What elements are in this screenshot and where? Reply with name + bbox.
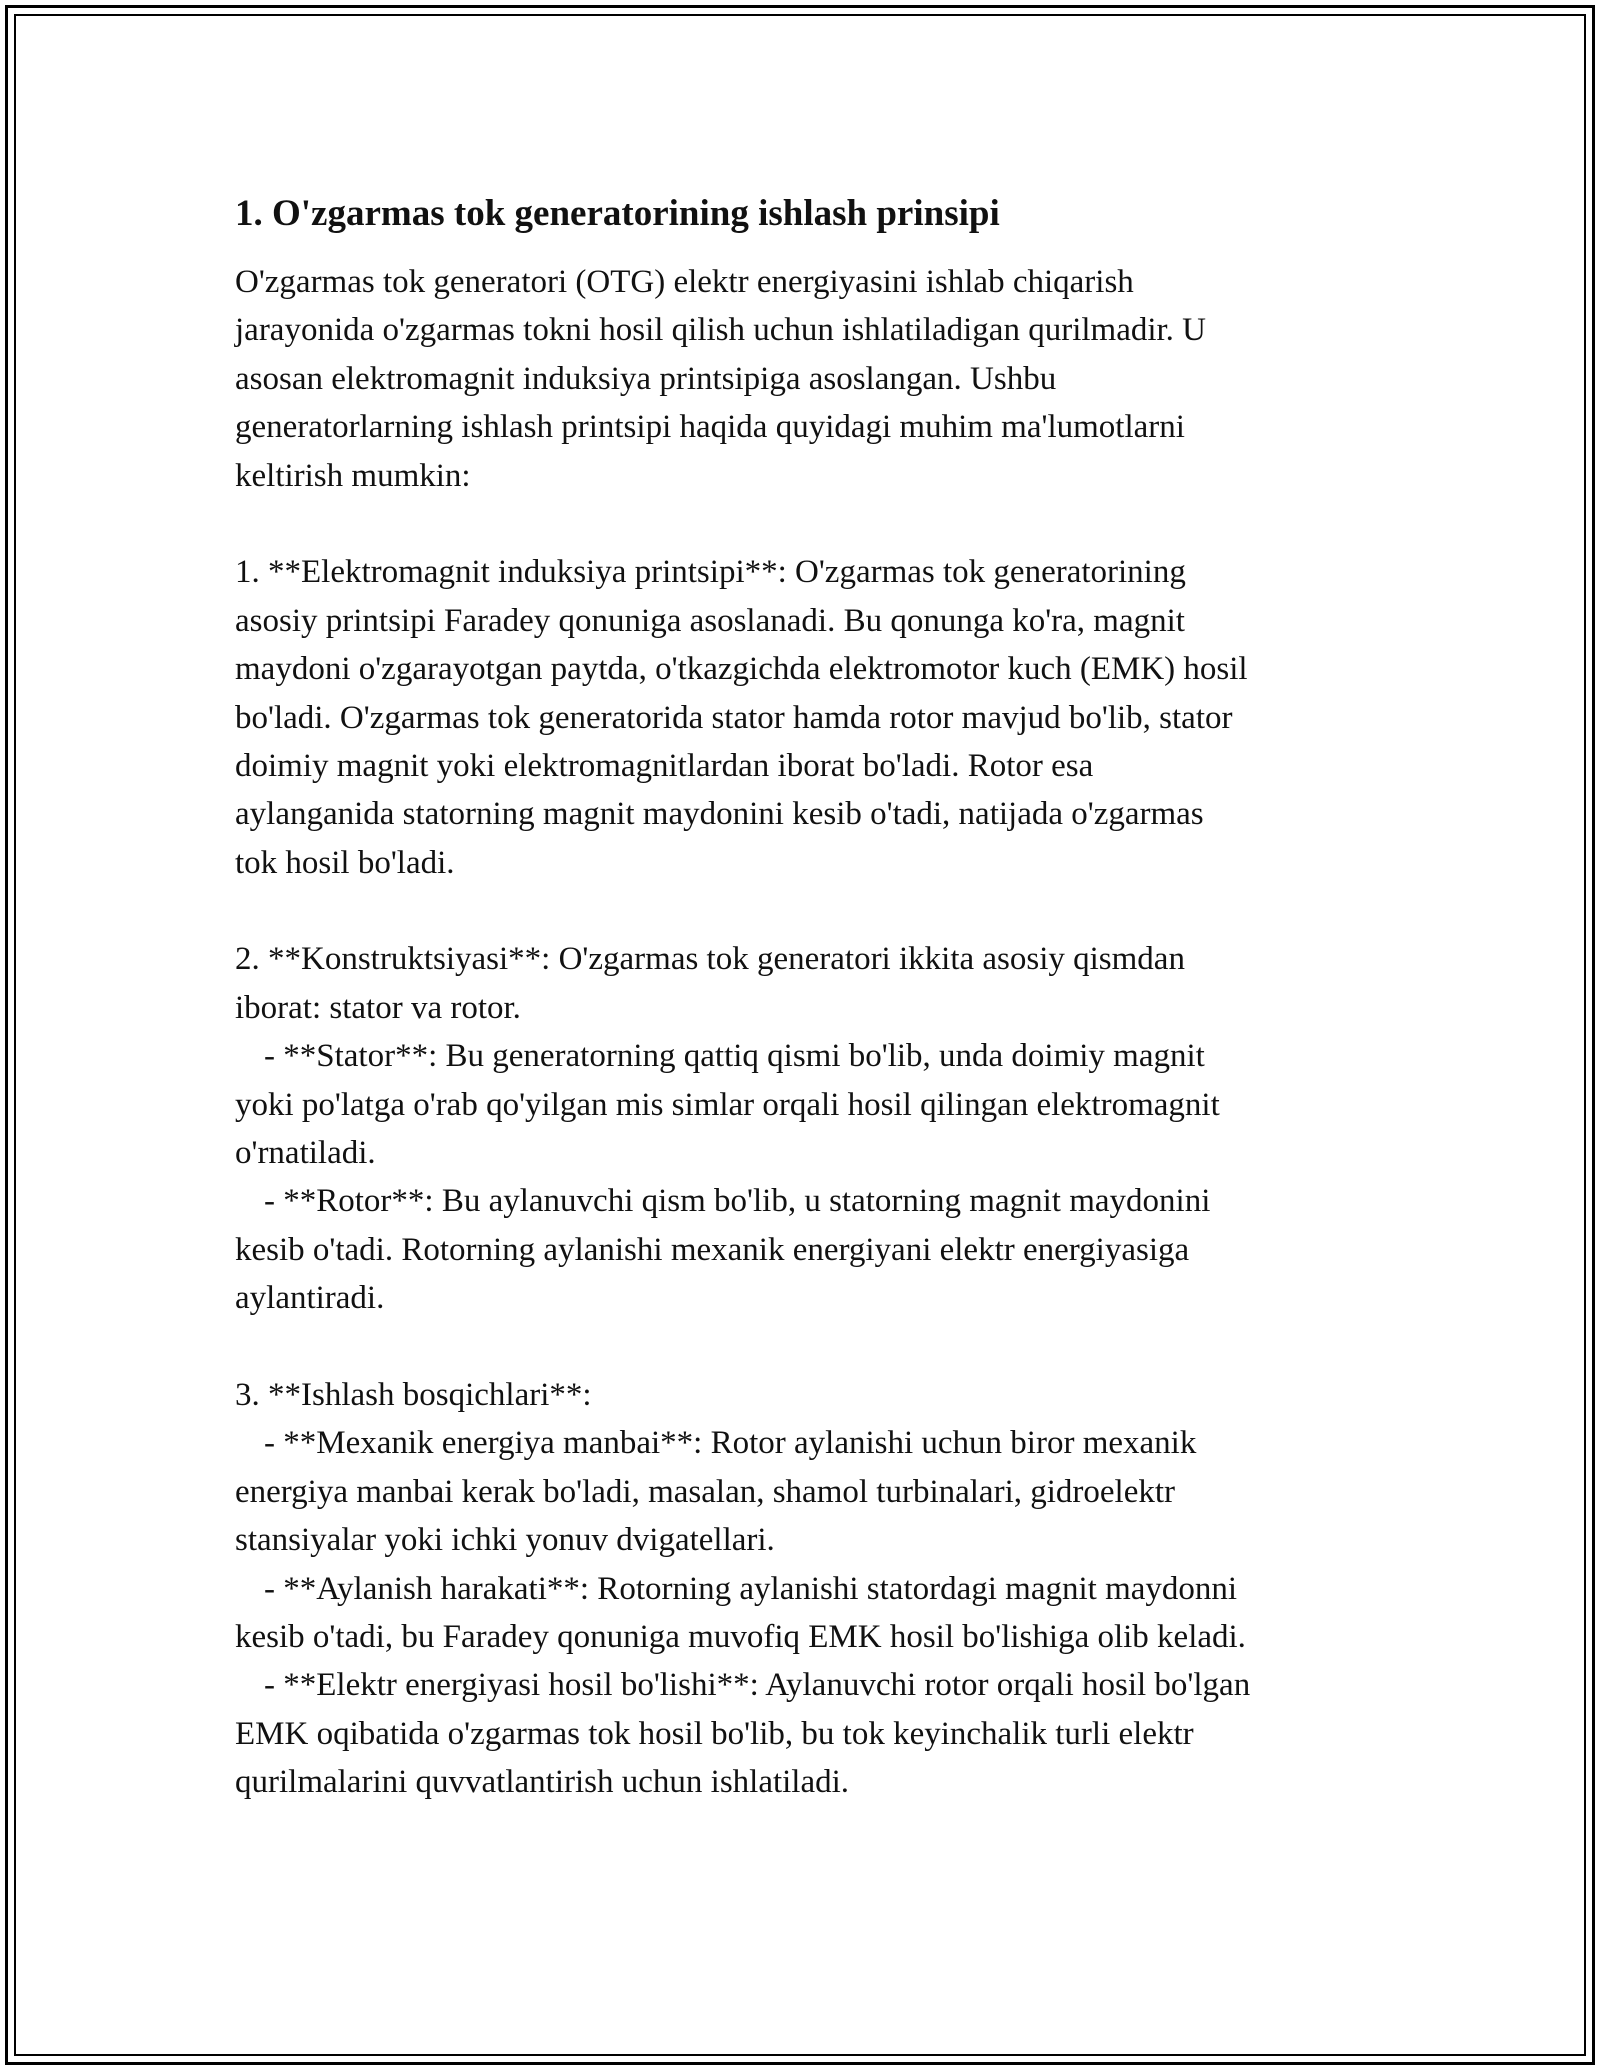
text-line: stansiyalar yoki ichki yonuv dvigatellari. [235,1522,775,1559]
text-line: kesib o'tadi, bu Faradey qonuniga muvofiq EMK hosil bo'lishiga olib keladi. [235,1618,1246,1655]
intro-paragraph [235,258,1415,500]
text-line: aylanganida statorning magnit maydonini kesib o'tadi, natijada o'zgarmas [235,796,1204,833]
text-line: O'zgarmas tok generatori (OTG) elektr energiyasini ishlab chiqarish [235,264,1134,300]
text-line: keltirish mumkin: [235,457,471,494]
rotor-bullet-line: - **Rotor**: Bu aylanuvchi qism bo'lib, u statorning magnit maydonini [264,1183,1211,1220]
text-line: 2. **Konstruktsiyasi**: O'zgarmas tok generatori ikkita asosiy qismdan [235,941,1185,978]
text-line: yoki po'latga o'rab qo'yilgan mis simlar orqali hosil qilingan elektromagnit [235,1086,1220,1123]
text-line: generatorlarning ishlash printsipi haqida quyidagi muhim ma'lumotlarni [235,409,1185,446]
elektr-bullet-line: - **Elektr energiyasi hosil bo'lishi**: Aylanuvchi rotor orqali hosil bo'lgan [264,1667,1251,1704]
paragraph-gap [235,1323,1415,1371]
aylanish-bullet-line: - **Aylanish harakati**: Rotorning aylanishi statordagi magnit maydonni [264,1570,1238,1607]
stator-bullet-line: - **Stator**: Bu generatorning qattiq qismi bo'lib, unda doimiy magnit [264,1038,1205,1075]
paragraph-gap [235,887,1415,935]
document-title: 1. O'zgarmas tok generatorining ishlash prinsipi [235,193,1000,234]
text-line: 1. **Elektromagnit induksiya printsipi**: O'zgarmas tok generatorining [235,554,1186,591]
text-line: tok hosil bo'ladi. [235,844,455,881]
section-3-heading: 3. **Ishlash bosqichlari**: [235,1376,592,1413]
text-line: asosiy printsipi Faradey qonuniga asoslanadi. Bu qonunga ko'ra, magnit [235,602,1185,639]
mexanik-bullet-line: - **Mexanik energiya manbai**: Rotor aylanishi uchun biror mexanik [264,1425,1197,1462]
text-line: o'rnatiladi. [235,1135,376,1172]
section-3-paragraph [235,1371,1415,1807]
document-body [235,188,1415,1807]
text-line: maydoni o'zgarayotgan paytda, o'tkazgichda elektromotor kuch (EMK) hosil [235,651,1248,688]
text-line: jarayonida o'zgarmas tokni hosil qilish uchun ishlatiladigan qurilmadir. U [235,312,1207,349]
text-line: bo'ladi. O'zgarmas tok generatorida stator hamda rotor mavjud bo'lib, stator [235,699,1233,736]
text-line: EMK oqibatida o'zgarmas tok hosil bo'lib, bu tok keyinchalik turli elektr [235,1715,1194,1752]
text-line: asosan elektromagnit induksiya printsipiga asoslangan. Ushbu [235,360,1057,397]
text-line: energiya manbai kerak bo'ladi, masalan, shamol turbinalari, gidroelektr [235,1473,1176,1510]
text-line: iborat: stator va rotor. [235,989,521,1026]
section-2-paragraph [235,935,1415,1322]
paragraph-gap [235,500,1415,548]
text-line: doimiy magnit yoki elektromagnitlardan iborat bo'ladi. Rotor esa [235,747,1094,784]
section-1-paragraph [235,548,1415,887]
text-line: qurilmalarini quvvatlantirish uchun ishlatiladi. [235,1764,850,1801]
text-line: kesib o'tadi. Rotorning aylanishi mexanik energiyani elektr energiyasiga [235,1231,1190,1268]
text-line: aylantiradi. [235,1280,385,1317]
